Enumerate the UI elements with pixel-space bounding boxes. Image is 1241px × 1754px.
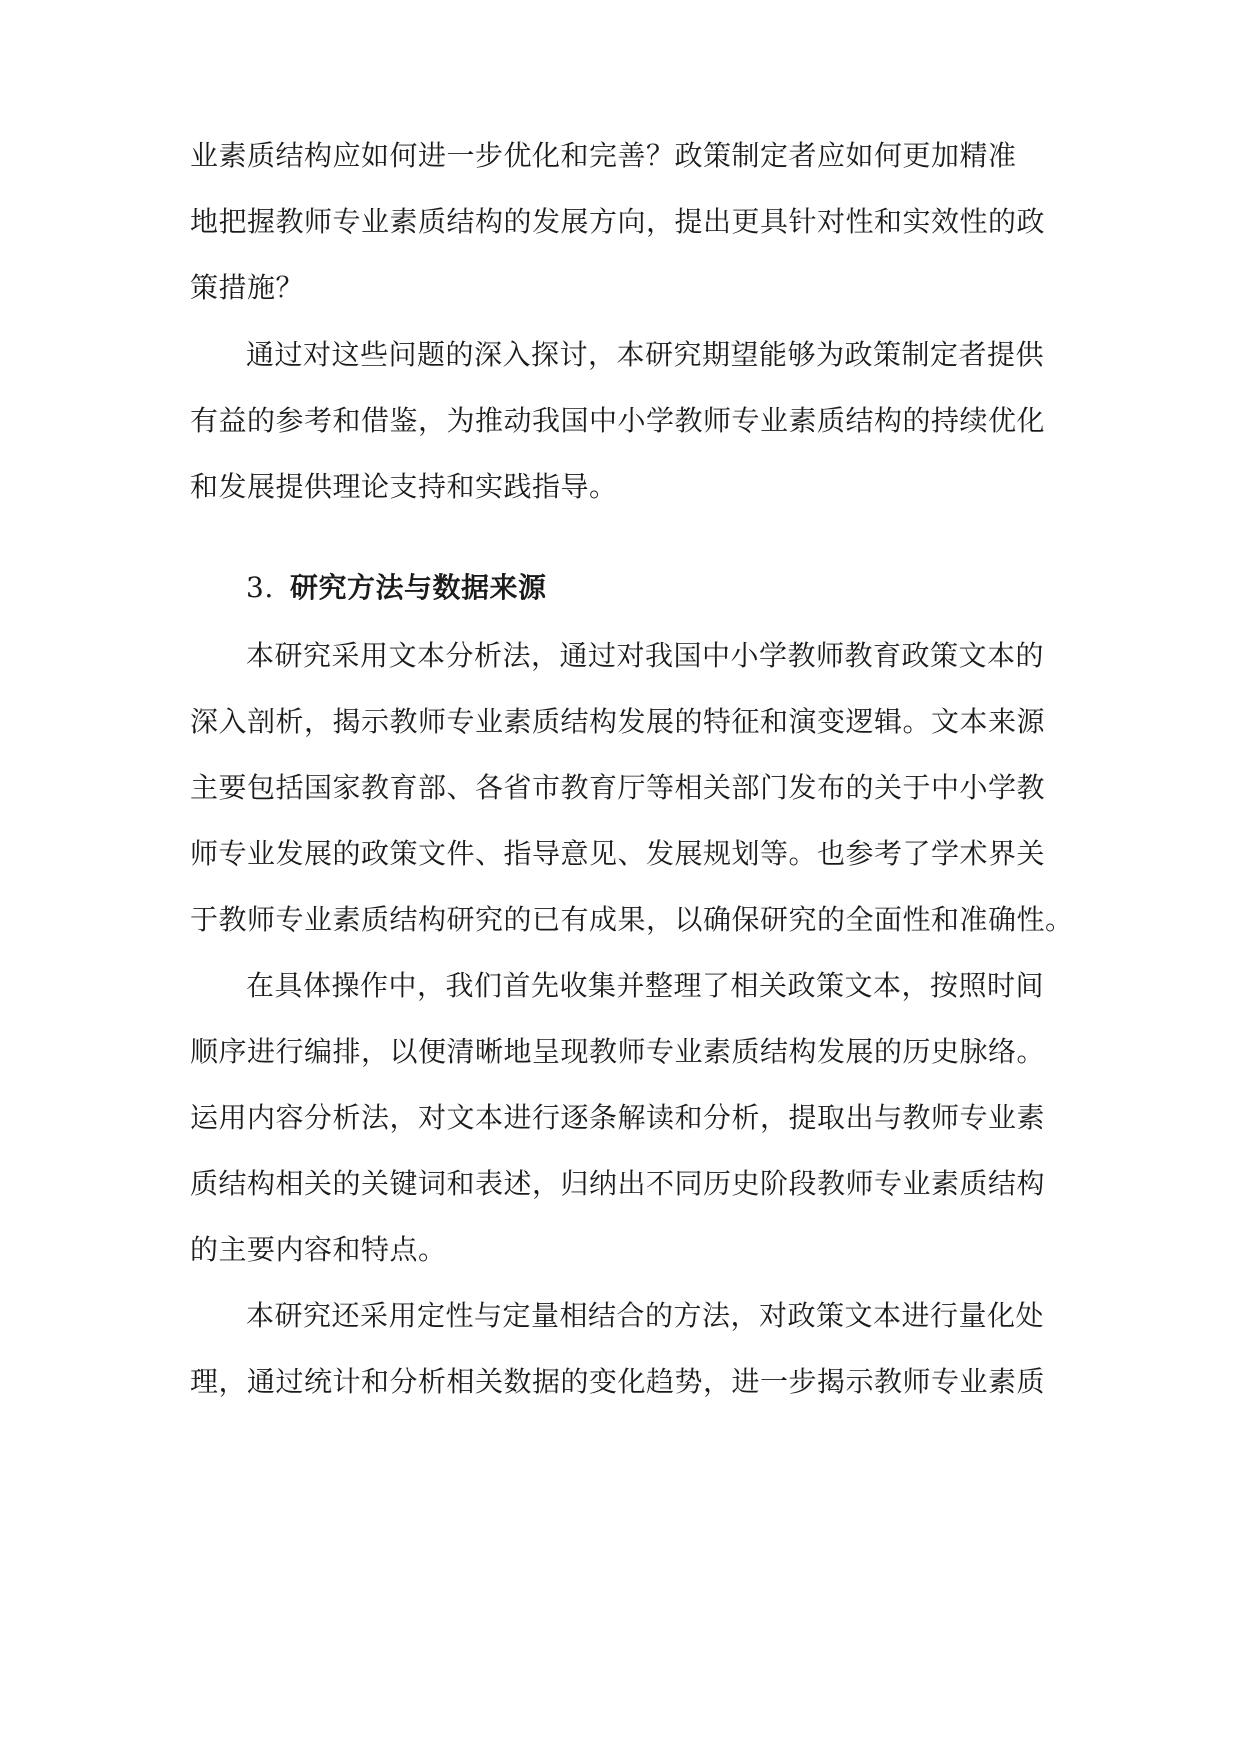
paragraph-line: 有益的参考和借鉴，为推动我国中小学教师专业素质结构的持续优化 bbox=[190, 404, 1046, 437]
paragraph-line: 通过对这些问题的深入探讨，本研究期望能够为政策制定者提供 bbox=[246, 338, 1045, 371]
paragraph-line: 地把握教师专业素质结构的发展方向，提出更具针对性和实效性的政 bbox=[190, 205, 1046, 238]
paragraph-line: 业素质结构应如何进一步优化和完善？政策制定者应如何更加精准 bbox=[190, 139, 1017, 172]
paragraph-line: 运用内容分析法，对文本进行逐条解读和分析，提取出与教师专业素 bbox=[190, 1101, 1046, 1134]
section-heading bbox=[246, 568, 547, 608]
paragraph-line: 理，通过统计和分析相关数据的变化趋势，进一步揭示教师专业素质 bbox=[190, 1365, 1046, 1398]
paragraph-line: 顺序进行编排，以便清晰地呈现教师专业素质结构发展的历史脉络。 bbox=[190, 1035, 1046, 1068]
paragraph-line: 深入剖析，揭示教师专业素质结构发展的特征和演变逻辑。文本来源 bbox=[190, 705, 1046, 738]
paragraph-line: 本研究还采用定性与定量相结合的方法，对政策文本进行量化处 bbox=[246, 1299, 1045, 1332]
paragraph-line: 的主要内容和特点。 bbox=[190, 1233, 447, 1266]
paragraph-line: 策措施？ bbox=[190, 271, 305, 304]
paragraph-line: 在具体操作中，我们首先收集并整理了相关政策文本，按照时间 bbox=[246, 969, 1045, 1002]
paragraph-line: 主要包括国家教育部、各省市教育厅等相关部门发布的关于中小学教 bbox=[190, 771, 1046, 804]
section-number: 3. bbox=[246, 571, 274, 604]
section-title: 研究方法与数据来源 bbox=[290, 571, 547, 604]
paragraph-line: 师专业发展的政策文件、指导意见、发展规划等。也参考了学术界关 bbox=[190, 837, 1046, 870]
paragraph-line: 于教师专业素质结构研究的已有成果，以确保研究的全面性和准确性。 bbox=[190, 903, 1074, 936]
paragraph-line: 本研究采用文本分析法，通过对我国中小学教师教育政策文本的 bbox=[246, 639, 1045, 672]
paragraph-line: 质结构相关的关键词和表述，归纳出不同历史阶段教师专业素质结构 bbox=[190, 1167, 1046, 1200]
paragraph-line: 和发展提供理论支持和实践指导。 bbox=[190, 470, 618, 503]
